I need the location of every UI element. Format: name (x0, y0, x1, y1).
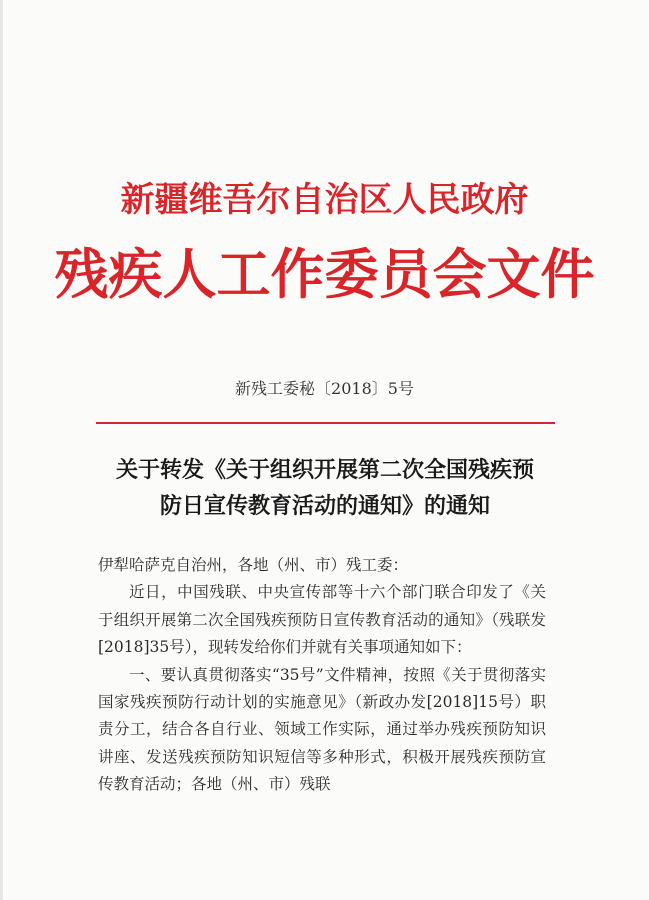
document-title (90, 452, 560, 524)
document-body (98, 552, 546, 799)
paragraph-1: 近日，中国残联、中央宣传部等十六个部门联合印发了《关于组织开展第二次全国残疾预防日宣传教育活动的通知》（残联发[2018]35号），现转发给你们并就有关事项通知如下： (98, 583, 546, 657)
red-divider (96, 422, 555, 424)
scan-edge (0, 0, 3, 900)
document-number: 新残工委秘〔2018〕5号 (235, 379, 414, 398)
salutation: 伊犁哈萨克自治州，各地（州、市）残工委： (98, 556, 409, 574)
paragraph-2: 一、要认真贯彻落实“35号”文件精神，按照《关于贯彻落实国家残疾预防行动计划的实施意见》（新政办发[2018]15号）职责分工，结合各自行业、领域工作实际，通过举办残疾预防知识讲座、发送残疾预防知识短信等多种形式，积极开展残疾预防宣传教育活动；各地（州、市）残联 (98, 665, 546, 794)
title-line-2: 防日宣传教育活动的通知》的通知 (159, 493, 490, 519)
title-line-1: 关于转发《关于组织开展第二次全国残疾预 (115, 457, 534, 483)
issuer-name: 新疆维吾尔自治区人民政府 (120, 180, 529, 220)
document-header: 残疾人工作委员会文件 (54, 242, 595, 306)
